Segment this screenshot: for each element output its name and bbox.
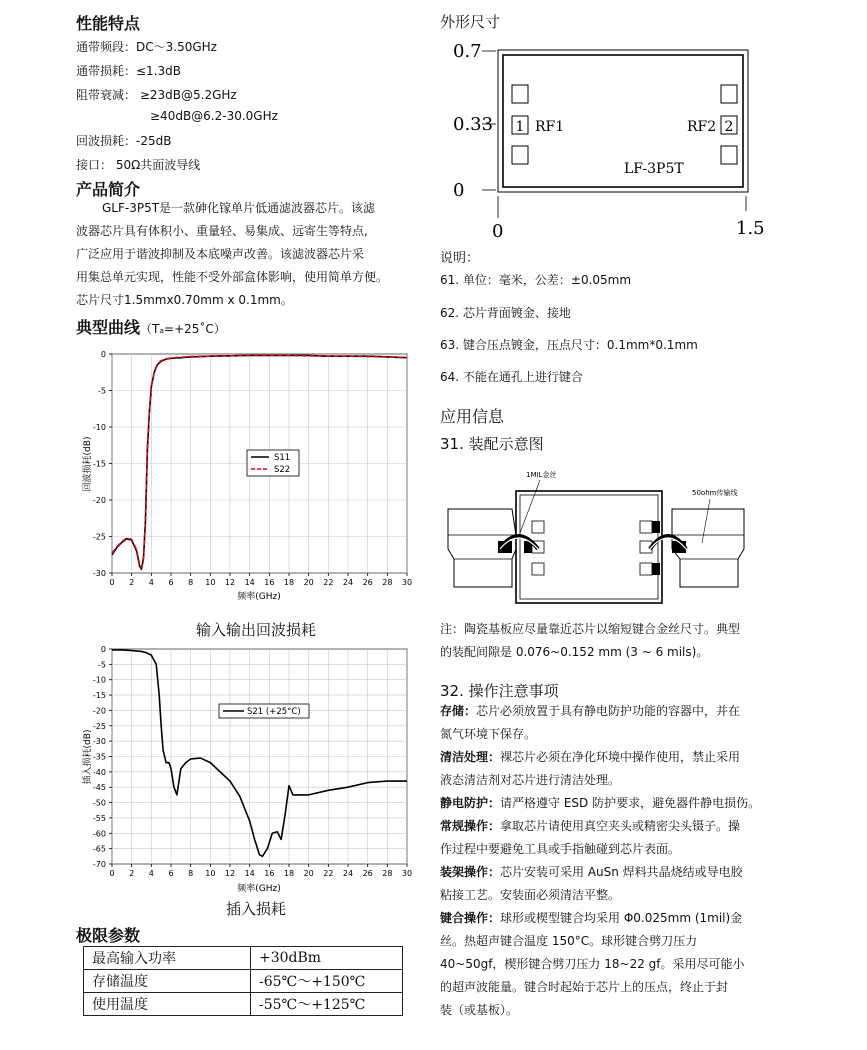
x-tick-label: 18: [283, 578, 295, 587]
y-axis-label: 回波损耗(dB): [83, 436, 93, 492]
x-tick-label: 4: [148, 578, 154, 587]
x-tick-label: 0: [109, 578, 115, 587]
y-tick-label: -30: [92, 569, 106, 578]
chip-pad-fill: [652, 563, 660, 575]
x-tick-label: 22: [323, 578, 334, 587]
y-tick-label: -65: [92, 844, 106, 854]
op-line: 裸芯片必须在净化环境中操作使用，禁止采用: [500, 750, 741, 764]
y-tick-label: -15: [92, 691, 106, 701]
intro-line: 广泛应用于谐波抑制及本底噪声改善。该滤波器芯片采: [76, 247, 365, 261]
op-label: 静电防护：: [440, 796, 501, 810]
x-tick-label: 18: [283, 869, 295, 878]
label-transmission-line: 50ohm传输线: [692, 489, 738, 497]
app-title: 应用信息: [440, 407, 505, 426]
intro-title: 产品简介: [76, 180, 141, 199]
curve-heading: [76, 315, 226, 338]
legend-label-s11: S11: [274, 453, 291, 463]
note-item: 63. 键合压点镀金，压点尺寸：0.1mm*0.1mm: [440, 338, 698, 352]
x-tick-label: 8: [188, 578, 194, 587]
y-tick-label: -20: [92, 496, 106, 505]
chart2-caption: 插入损耗: [225, 900, 286, 918]
x-tick-label: 20: [303, 578, 314, 587]
op-line: 芯片必须放置于具有静电防护功能的容器中，并在: [476, 704, 741, 718]
chip-pad-fill: [652, 521, 660, 533]
feature-stopband-1: 阻带衰减： ≥23dB@5.2GHz: [76, 88, 237, 102]
feature-return-loss: 回波损耗：-25dB: [76, 134, 172, 148]
table-row: [84, 993, 403, 1016]
op-label: 键合操作：: [440, 911, 501, 925]
op-line: 球形或楔型键合均采用 Φ0.025mm (1mil)金: [500, 911, 743, 925]
x-tick-label: 30: [401, 578, 413, 587]
legend-label-s22: S22: [274, 465, 291, 475]
y-tick-label: -10: [92, 675, 106, 685]
pad-number-1: 1: [515, 119, 525, 135]
assembly-title: 31. 装配示意图: [440, 435, 544, 453]
table-row: [84, 947, 403, 970]
feature-passband-loss: 通带损耗：≤1.3dB: [76, 64, 181, 78]
op-label: 常规操作：: [440, 819, 501, 833]
chart1-caption: 输入输出回波损耗: [195, 621, 316, 639]
x-tick-label: 26: [362, 869, 373, 878]
intro-line: 芯片尺寸1.5mmx0.70mm x 0.1mm。: [76, 293, 293, 307]
op-line: 请严格遵守 ESD 防护要求，避免器件静电损伤。: [500, 796, 761, 810]
feature-interface: 接口： 50Ω共面波导线: [76, 158, 201, 172]
x-tick-label: 2: [129, 578, 135, 587]
intro-line: GLF-3P5T是一款砷化镓单片低通滤波器芯片。该滤: [102, 201, 376, 215]
x-tick-label: 28: [382, 578, 393, 587]
return-loss-chart: [72, 342, 422, 607]
ops-title: 32. 操作注意事项: [440, 682, 559, 700]
part-number-label: LF-3P5T: [624, 161, 684, 177]
x-tick-label: 16: [264, 869, 275, 878]
op-label: 存储：: [440, 704, 477, 718]
x-tick-label: 0: [109, 869, 115, 878]
assembly-note-line: 的装配间隙是 0.076~0.152 mm (3 ~ 6 mils)。: [440, 645, 709, 659]
y-tick-label: 0: [100, 645, 106, 654]
op-line: 的超声波能量。键合时起始于芯片上的压点，终止于封: [440, 980, 729, 994]
x-tick-label: 22: [323, 869, 334, 878]
y-tick-label: -70: [92, 860, 106, 869]
op-esd: [440, 792, 760, 815]
y-tick-label: -10: [92, 423, 106, 432]
outline-drawing: [440, 33, 780, 238]
dim-y-top: 0.7: [453, 41, 482, 62]
dim-x-left: 0: [492, 221, 504, 238]
op-line: 粘接工艺。安装面必须清洁平整。: [440, 888, 621, 902]
op-line: 40~50gf，楔形键合劈刀压力 18~22 gf。采用尽可能小: [440, 957, 745, 971]
op-line: 丝。热超声键合温度 150°C。球形键合劈刀压力: [440, 934, 698, 948]
op-line: 作过程中要避免工具或手指触碰到芯片表面。: [440, 842, 681, 856]
y-tick-label: -20: [92, 706, 106, 716]
note-item: 61. 单位：毫米，公差：±0.05mm: [440, 273, 632, 287]
pad-number-2: 2: [724, 119, 734, 135]
rf1-label: RF1: [535, 119, 565, 135]
y-tick-label: -25: [92, 532, 106, 542]
x-tick-label: 24: [342, 578, 354, 587]
y-tick-label: -5: [98, 660, 106, 670]
y-tick-label: -60: [92, 829, 106, 839]
ground-pad: [721, 85, 737, 103]
dim-y-mid: 0.33: [453, 114, 494, 135]
op-line: 装（或基板）。: [440, 1003, 519, 1017]
x-axis-label: 频率(GHz): [237, 884, 281, 894]
feature-passband: 通带频段：DC～3.50GHz: [76, 40, 217, 54]
y-tick-label: -35: [92, 752, 106, 762]
rf2-label: RF2: [687, 119, 717, 135]
ops-list: [440, 700, 760, 1022]
op-line: 拿取芯片请使用真空夹头或精密尖头镊子。操: [500, 819, 741, 833]
x-tick-label: 30: [401, 869, 413, 878]
op-bonding: [440, 907, 760, 930]
feature-stopband-2: ≥40dB@6.2-30.0GHz: [150, 109, 278, 123]
x-tick-label: 24: [342, 869, 354, 878]
op-storage: [440, 700, 760, 723]
y-tick-label: -40: [92, 767, 106, 777]
op-line: 液态清洁剂对芯片进行清洁处理。: [440, 773, 621, 787]
chip-pad: [532, 521, 544, 533]
x-tick-label: 10: [205, 869, 216, 878]
x-tick-label: 4: [148, 869, 154, 878]
x-tick-label: 6: [168, 578, 174, 587]
limits-title: 极限参数: [76, 926, 141, 945]
op-line: 芯片安装可采用 AuSn 焊料共晶烧结或导电胶: [500, 865, 743, 879]
chip-pad: [532, 563, 544, 575]
op-label: 清洁处理：: [440, 750, 501, 764]
intro-text: [76, 197, 421, 312]
table-row: [84, 970, 403, 993]
curve-title: 典型曲线: [76, 318, 141, 337]
limit-value: -65℃～+150℃: [251, 970, 403, 993]
assembly-note: [440, 618, 740, 664]
chip-pad: [640, 521, 652, 533]
legend: [247, 450, 299, 476]
legend-label-s21: S21 (+25°C): [247, 707, 301, 717]
notes-title: 说明：: [440, 251, 480, 266]
dim-x-right: 1.5: [736, 218, 765, 238]
y-tick-label: -45: [92, 783, 106, 793]
y-tick-label: -50: [92, 798, 106, 808]
legend-box: [247, 450, 299, 476]
x-tick-label: 16: [264, 578, 275, 587]
op-line: 氮气环境下保存。: [440, 727, 537, 741]
x-tick-label: 28: [382, 869, 393, 878]
assembly-note-line: 注：陶瓷基板应尽量靠近芯片以缩短键合金丝尺寸。典型: [440, 622, 741, 636]
features-title: 性能特点: [76, 14, 141, 33]
op-handling: [440, 815, 760, 838]
x-tick-label: 14: [244, 869, 255, 878]
x-tick-label: 10: [205, 578, 216, 587]
ground-pad: [512, 85, 528, 103]
y-tick-label: -55: [92, 813, 106, 823]
curve-condition: （Tₐ=+25˚C）: [140, 322, 226, 336]
x-tick-label: 26: [362, 578, 373, 587]
intro-line: 用集总单元实现，性能不受外部盒体影响，使用简单方便。: [76, 270, 389, 284]
limit-name: 存储温度: [84, 970, 251, 993]
assembly-diagram: [440, 463, 770, 613]
limit-name: 使用温度: [84, 993, 251, 1016]
legend: [219, 704, 309, 718]
intro-line: 波器芯片具有体积小、重量轻、易集成、远寄生等特点,: [76, 224, 368, 238]
note-item: 64. 不能在通孔上进行键合: [440, 370, 583, 384]
insertion-loss-chart: [72, 642, 422, 898]
ground-pad: [512, 146, 528, 164]
y-tick-label: -15: [92, 459, 106, 469]
x-tick-label: 8: [188, 869, 194, 878]
limits-table: [83, 946, 403, 1016]
x-tick-label: 20: [303, 869, 314, 878]
outline-title: 外形尺寸: [440, 13, 501, 31]
y-tick-label: -5: [98, 386, 106, 396]
x-tick-label: 6: [168, 869, 174, 878]
x-tick-label: 12: [224, 578, 236, 587]
x-axis-label: 频率(GHz): [237, 592, 281, 602]
limit-value: -55℃～+125℃: [251, 993, 403, 1016]
label-gold-wire: 1MIL金丝: [526, 471, 557, 479]
y-tick-label: -25: [92, 721, 106, 731]
limit-name: 最高输入功率: [84, 947, 251, 970]
ground-pad: [721, 146, 737, 164]
y-tick-label: -30: [92, 737, 106, 747]
limit-value: +30dBm: [251, 947, 403, 970]
dim-y-bot: 0: [453, 180, 465, 201]
x-tick-label: 2: [129, 869, 135, 878]
op-mounting: [440, 861, 760, 884]
y-tick-label: 0: [100, 350, 106, 359]
chip-pad: [640, 563, 652, 575]
op-cleaning: [440, 746, 760, 769]
x-tick-label: 14: [244, 578, 255, 587]
x-tick-label: 12: [224, 869, 236, 878]
note-item: 62. 芯片背面镀金、接地: [440, 306, 571, 320]
op-label: 装架操作：: [440, 865, 501, 879]
y-axis-label: 插入损耗(dB): [83, 729, 93, 785]
